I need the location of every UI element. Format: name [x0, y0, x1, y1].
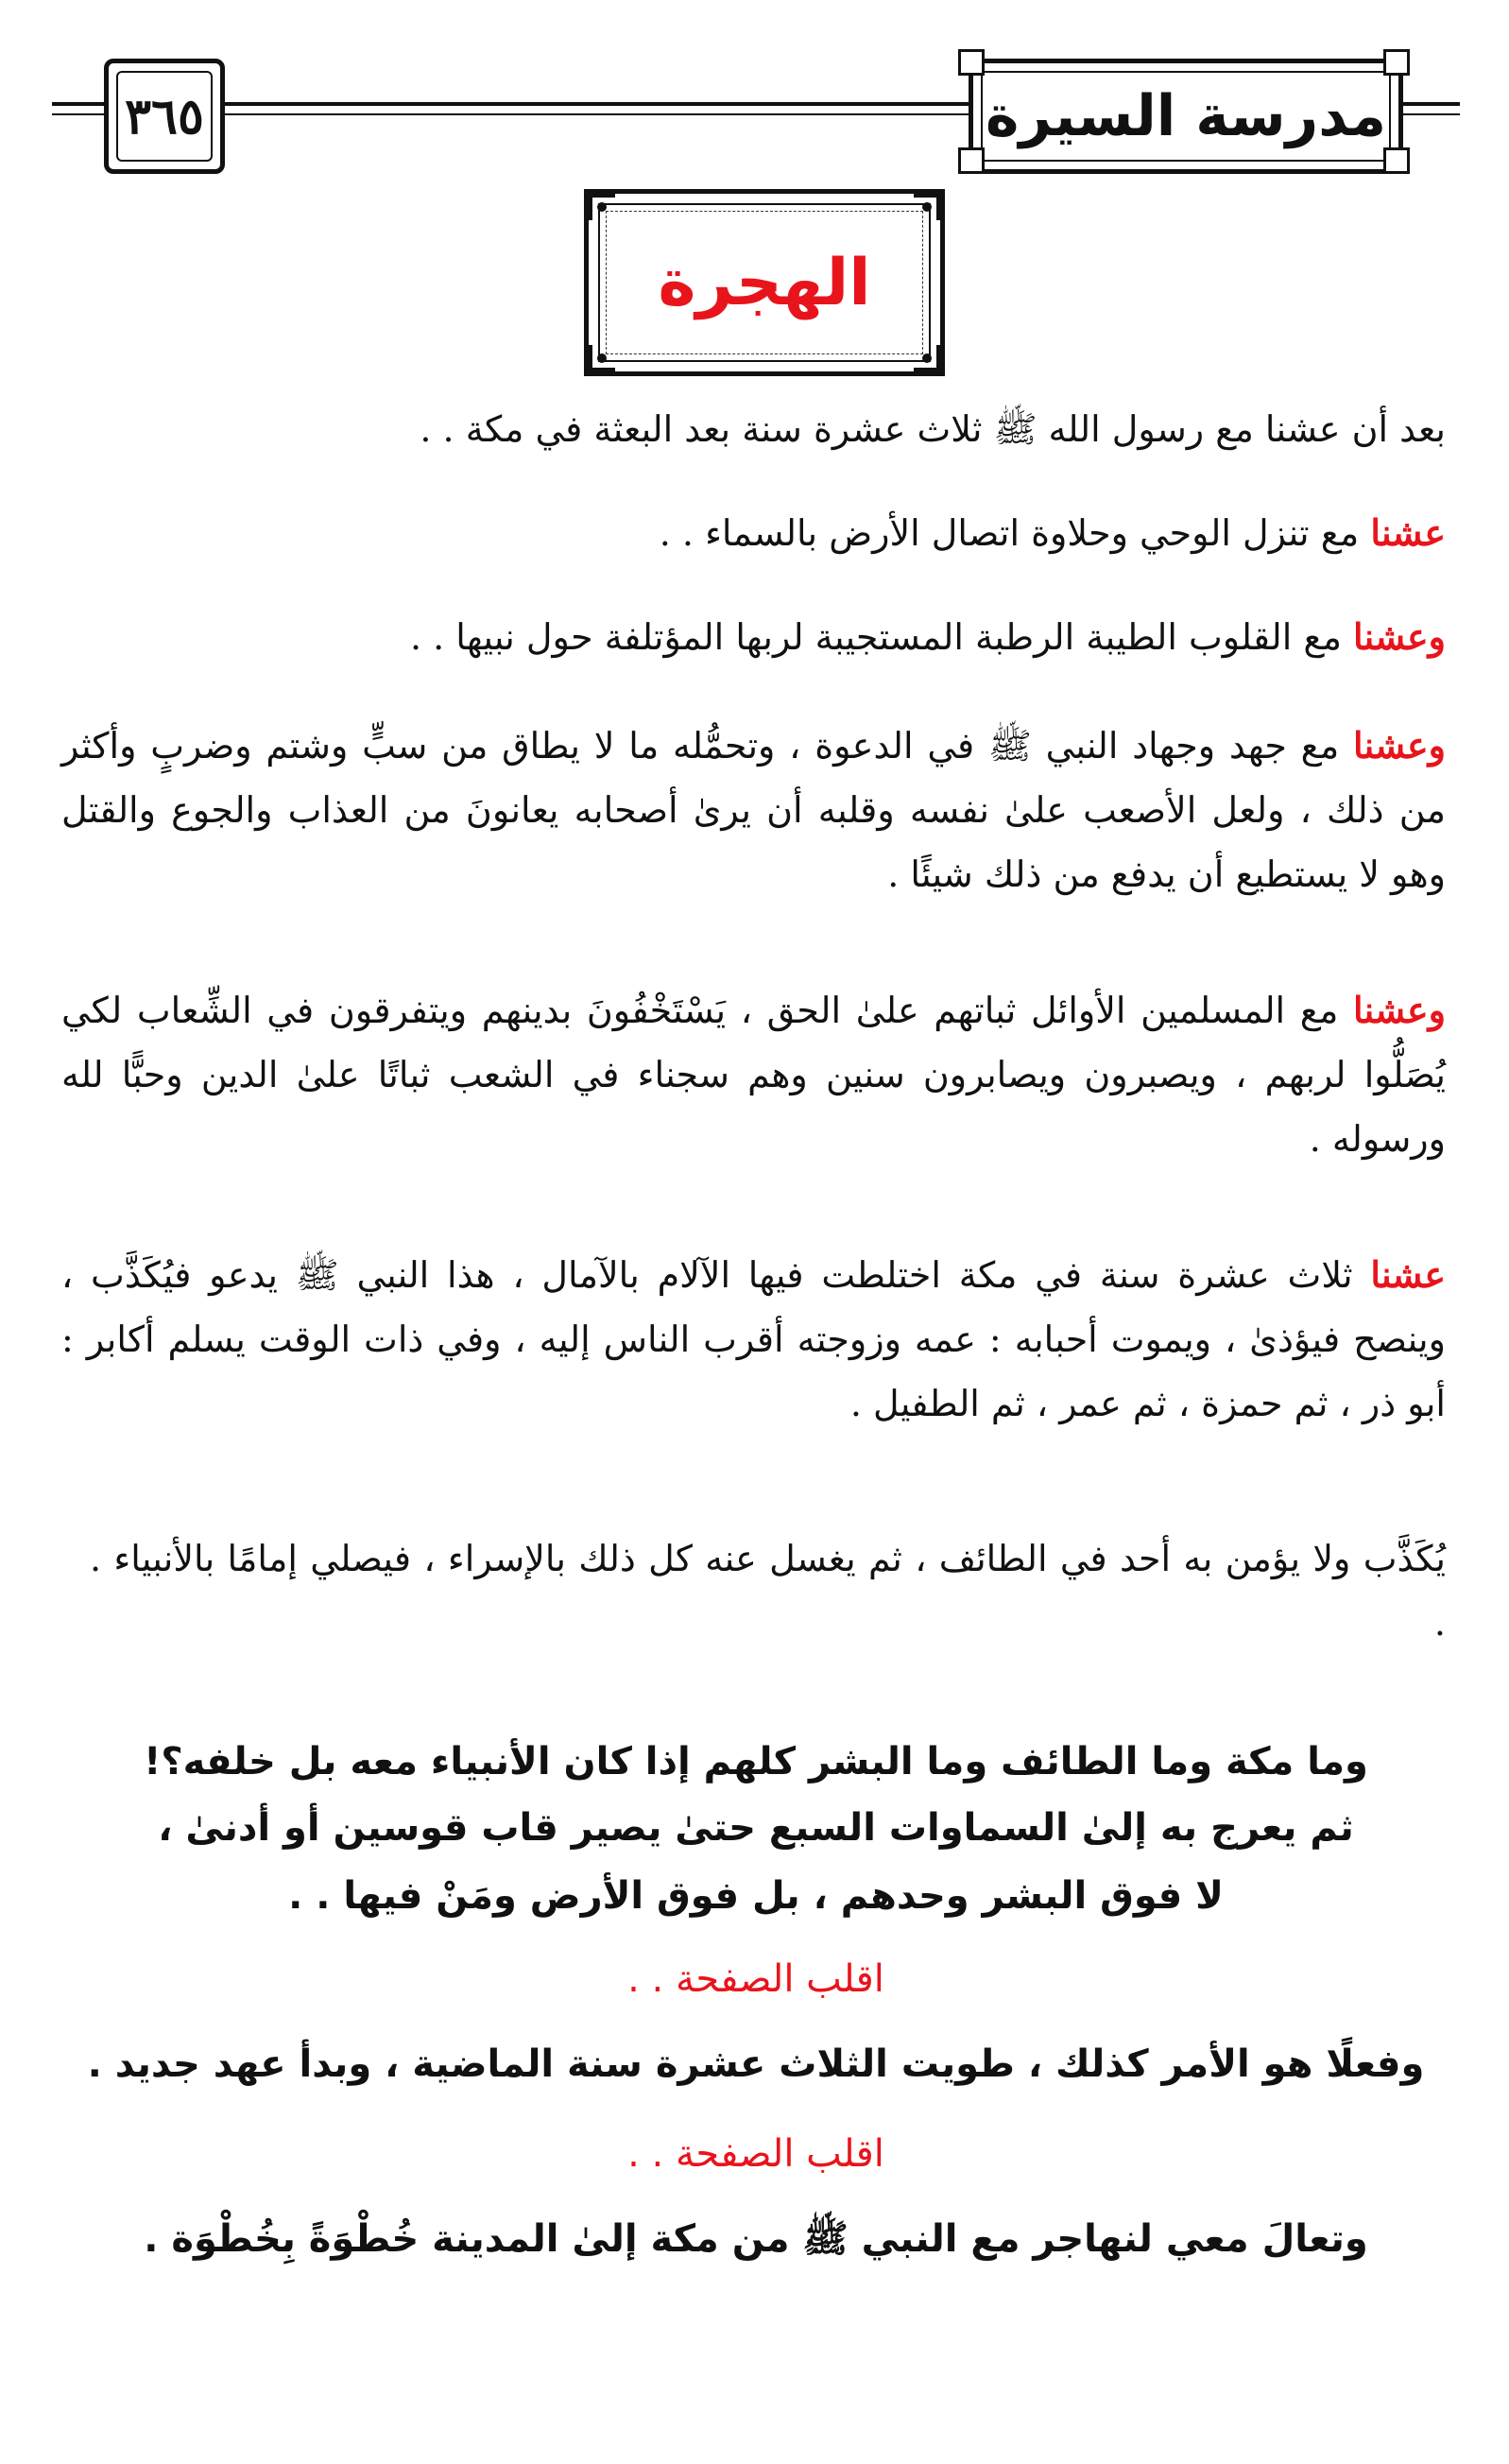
book-title-box	[969, 59, 1403, 174]
chapter-title-frame	[584, 189, 945, 376]
title-corner-ornament	[958, 147, 985, 174]
chapter-title: الهجرة	[658, 245, 871, 320]
header-rule-right	[1394, 102, 1460, 106]
paragraph-5	[61, 978, 1446, 1171]
turn-page-note-2: اقلب الصفحة . .	[627, 2132, 884, 2176]
corner-ornament-icon	[585, 190, 617, 222]
paragraph-lead-word: وعشنا	[1353, 989, 1446, 1031]
header-rule-right-2	[1394, 113, 1460, 115]
paragraph-text: بعد أن عشنا مع رسول الله ﷺ ثلاث عشرة سنة بعد البعثة في مكة . .	[420, 408, 1446, 450]
bold-line-5: وتعالَ معي لنهاجر مع النبي ﷺ من مكة إلىٰ المدينة خُطْوَةً بِخُطْوَة .	[144, 2217, 1368, 2261]
paragraph-text: مع جهد وجهاد النبي ﷺ في الدعوة ، وتحمُّله ما لا يطاق من سبٍّ وشتم وضربٍ وأكثر من ذلك ، ولعل الأصعب علىٰ نفسه وقلبه أن يرىٰ أصحابه يعانونَ من العذاب والجوع والقتل وهو لا يستطيع أن يدفع من ذلك شيئًا .	[61, 725, 1446, 895]
header-rule-left	[52, 102, 107, 106]
paragraph-lead-word: وعشنا	[1353, 724, 1446, 767]
paragraph-lead-word: عشنا	[1370, 511, 1446, 554]
turn-page-note-1: اقلب الصفحة . .	[627, 1957, 884, 2001]
book-title: مدرسة السيرة	[985, 83, 1386, 149]
paragraph-lead-word: وعشنا	[1353, 615, 1446, 658]
paragraph-text: مع القلوب الطيبة الرطبة المستجيبة لربها المؤتلفة حول نبيها . .	[409, 616, 1354, 658]
paragraph-text: مع المسلمين الأوائل ثباتهم علىٰ الحق ، يَسْتَخْفُونَ بدينهم ويتفرقون في الشِّعاب لكي يُصَلُّوا لربهم ، ويصبرون ويصابرون سنين وهم سجناء في الشعب ثباتًا علىٰ الدين وحبًّا لله ورسوله .	[61, 990, 1446, 1160]
bold-line-4: وفعلًا هو الأمر كذلك ، طويت الثلاث عشرة سنة الماضية ، وبدأ عهد جديد .	[87, 2042, 1425, 2086]
page-number-box	[104, 59, 225, 174]
paragraph-text: يُكَذَّب ولا يؤمن به أحد في الطائف ، ثم يغسل عنه كل ذلك بالإسراء ، فيصلي إمامًا بالأنبياء . .	[90, 1538, 1446, 1644]
paragraph-text: مع تنزل الوحي وحلاوة اتصال الأرض بالسماء . .	[659, 512, 1371, 554]
title-corner-ornament	[1383, 49, 1410, 76]
title-corner-ornament	[1383, 147, 1410, 174]
corner-ornament-icon	[912, 343, 944, 375]
bold-line-3: لا فوق البشر وحدهم ، بل فوق الأرض ومَنْ فيها . .	[288, 1874, 1224, 1918]
paragraph-text: ثلاث عشرة سنة في مكة اختلطت فيها الآلام بالآمال ، هذا النبي ﷺ يدعو فيُكَذَّب ، وينصح فيؤذىٰ ، ويموت أحبابه : عمه وزوجته أقرب الناس إليه ، وفي ذات الوقت يسلم أكابر : أبو ذر ، ثم حمزة ، ثم عمر ، ثم الطفيل .	[61, 1254, 1446, 1424]
paragraph-7	[90, 1526, 1446, 1655]
bold-line-1: وما مكة وما الطائف وما البشر كلهم إذا كان الأنبياء معه بل خلفه؟!	[144, 1740, 1368, 1783]
page-number: ٣٦٥	[125, 87, 204, 146]
corner-ornament-icon	[912, 190, 944, 222]
paragraph-3	[90, 605, 1446, 669]
paragraph-lead-word: عشنا	[1370, 1253, 1446, 1296]
header-rule-middle-2	[215, 113, 971, 115]
title-corner-ornament	[958, 49, 985, 76]
paragraph-1	[90, 397, 1446, 461]
header-rule-left-2	[52, 113, 107, 115]
header-rule-middle	[215, 102, 971, 106]
paragraph-2	[90, 501, 1446, 565]
paragraph-6	[61, 1243, 1446, 1436]
paragraph-4	[61, 714, 1446, 906]
corner-ornament-icon	[585, 343, 617, 375]
bold-line-2: ثم يعرج به إلىٰ السماوات السبع حتىٰ يصير قاب قوسين أو أدنىٰ ،	[158, 1806, 1354, 1850]
